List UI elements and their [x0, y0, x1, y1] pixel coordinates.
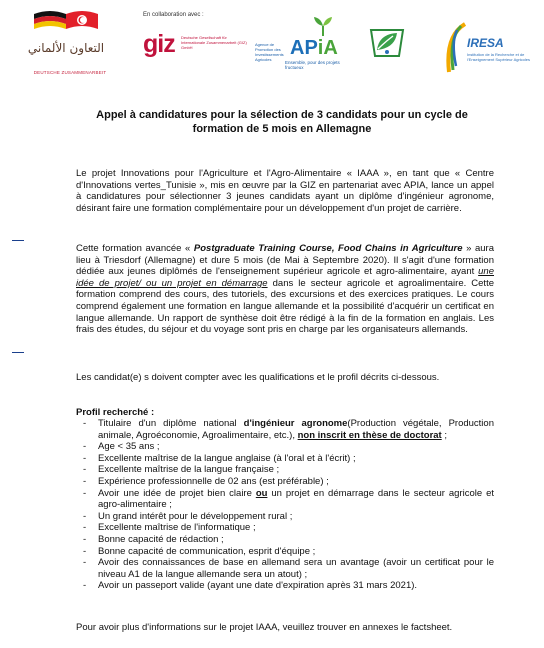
training-text: Cette formation avancée «	[76, 243, 194, 254]
german-cooperation-logo	[8, 8, 113, 78]
iresa-subtitle: Institution de la Recherche et de l'Enseignement Supérieur Agricoles	[467, 52, 531, 62]
collaboration-label: En collaboration avec :	[143, 12, 204, 18]
title-line-1: Appel à candidatures pour la sélection de 3 candidats pour un cycle de	[96, 109, 468, 121]
list-item-text: Expérience professionnelle de 02 ans (est préférable) ;	[98, 475, 329, 487]
list-item	[76, 546, 494, 558]
list-dash: -	[83, 510, 87, 522]
requirements-intro: Les candidat(e) s doivent compter avec les qualifications et le profil décrits ci-dessous.	[76, 372, 440, 383]
profile-heading: Profil recherché :	[76, 407, 155, 418]
list-item	[76, 488, 494, 511]
coop-arabic-text: التعاون الألماني	[27, 41, 105, 55]
list-item	[76, 441, 494, 453]
closing-paragraph: Pour avoir plus d'informations sur le projet IAAA, veuillez trouver en annexes le factsheet.	[76, 622, 453, 633]
list-item	[76, 464, 494, 476]
list-item	[76, 580, 494, 592]
apia-mark	[290, 37, 338, 60]
list-item	[76, 453, 494, 465]
intro-paragraph: Le projet Innovations pour l'Agriculture et l'Agro-Alimentaire « IAAA », en tant que « Centre d'Innovations vertes_Tunisie », mis en œuvre par la GIZ en partenariat avec APIA, lance un appel à candidatures pour sélectionner 3 jeunes candidats ayant un diplôme d'ingénieur agronome, désirant faire une formation complémentaire pour un développement d'un projet de carrière.	[76, 168, 494, 214]
flags-icon	[32, 8, 102, 38]
list-dash: -	[83, 533, 87, 545]
apia-logo	[255, 38, 350, 74]
list-dash: -	[83, 418, 87, 429]
iresa-mark: IRESA	[467, 36, 504, 50]
list-dash: -	[83, 487, 87, 499]
list-item-bold-underlined: ou	[255, 487, 268, 499]
margin-marker	[12, 352, 24, 353]
list-item	[76, 534, 494, 546]
list-item-text: Excellente maîtrise de la langue française ;	[98, 464, 280, 476]
list-item-bold: d'ingénieur agronome	[243, 418, 348, 429]
list-item-text: Avoir une idée de projet bien claire	[98, 487, 256, 499]
coop-caption: DEUTSCHE ZUSAMMENARBEIT	[33, 70, 107, 75]
list-dash: -	[83, 475, 87, 487]
training-paragraph	[76, 243, 494, 336]
document-title	[82, 108, 482, 136]
list-item-text: Age < 35 ans ;	[98, 441, 160, 453]
sprout-icon	[311, 14, 335, 38]
training-text: » aura lieu à Triesdorf (Allemagne) et dure 5 mois (de Mai à Septembre 2020). Il s'agit d'une formation dédiée aux jeunes diplômés de l'enseignement supérieur agricole et agro-alimentaire, ayant	[76, 243, 494, 278]
apia-mark-ia: iA	[317, 37, 338, 59]
project-idea-emphasis: une idée de projet/ ou un projet en démarrage	[76, 266, 494, 289]
apia-tagline: Ensemble, pour des projets fructueux	[285, 60, 340, 70]
list-item-text: Avoir des connaissances de base en allemand sera un avantage (avoir un certificat pour le niveau A1 de la langue allemande sera un atout) ;	[98, 557, 494, 580]
iresa-logo	[443, 22, 543, 80]
list-item	[76, 522, 494, 534]
list-item-text: Bonne capacité de rédaction ;	[98, 533, 224, 545]
list-item-text: un projet en démarrage dans le secteur agricole et agro-alimentaire ;	[98, 487, 494, 511]
training-text: dans le secteur agricole et agroalimentaire. Cette formation comprend des cours, des tutoriels, des excursions et des exercices pratiques. Le cours comprend également une formation en langue allemande et la possibilité d'acquérir un certificat en langue allemande. Un rapport de synthèse doit être rédigé à la fin de la formation en anglais. Les frais des études, du séjour et du voyage sont pris en charge par les organisateurs allemands.	[76, 277, 494, 336]
list-item-text: Excellente maîtrise de la langue anglaise (à l'oral et à l'écrit) ;	[98, 452, 356, 464]
list-item-bold-underlined: non inscrit en thèse de doctorat	[297, 429, 442, 441]
giz-logo	[143, 12, 253, 66]
apia-mark-ap: AP	[290, 37, 318, 59]
giz-mark: giz	[143, 30, 175, 58]
list-dash: -	[83, 441, 87, 453]
list-dash: -	[83, 580, 87, 592]
list-item-text: Bonne capacité de communication, esprit d'équipe ;	[98, 545, 316, 557]
apia-subtitle: Agence de Promotion des Investissements Agricoles	[255, 42, 284, 62]
course-name: Postgraduate Training Course, Food Chains in Agriculture	[193, 243, 463, 254]
logo-bar	[0, 0, 544, 82]
title-line-2: formation de 5 mois en Allemagne	[192, 123, 372, 135]
margin-marker	[12, 240, 24, 241]
list-item	[76, 511, 494, 523]
giz-subtitle: Deutsche Gesellschaft für Internationale Zusammenarbeit (GIZ) GmbH	[181, 35, 247, 50]
list-item-text: Titulaire d'un diplôme national	[98, 418, 244, 429]
list-item-text: (Production végétale, Production animale, Agroéconomie, Agroalimentaire, etc.),	[98, 418, 494, 441]
list-item	[76, 418, 494, 441]
list-dash: -	[83, 545, 87, 557]
list-dash: -	[83, 557, 87, 569]
list-item	[76, 476, 494, 488]
list-item	[76, 557, 494, 580]
list-item-text: Avoir un passeport valide (ayant une date d'expiration après 31 mars 2021).	[98, 580, 418, 592]
list-dash: -	[83, 522, 87, 534]
profile-list	[76, 418, 494, 592]
list-item-text: ;	[441, 429, 447, 441]
list-item-text: Excellente maîtrise de l'informatique ;	[98, 522, 256, 534]
list-item-text: Un grand intérêt pour le développement rural ;	[98, 510, 293, 522]
list-dash: -	[83, 452, 87, 464]
ministry-leaf-icon	[365, 22, 410, 62]
list-dash: -	[83, 464, 87, 476]
